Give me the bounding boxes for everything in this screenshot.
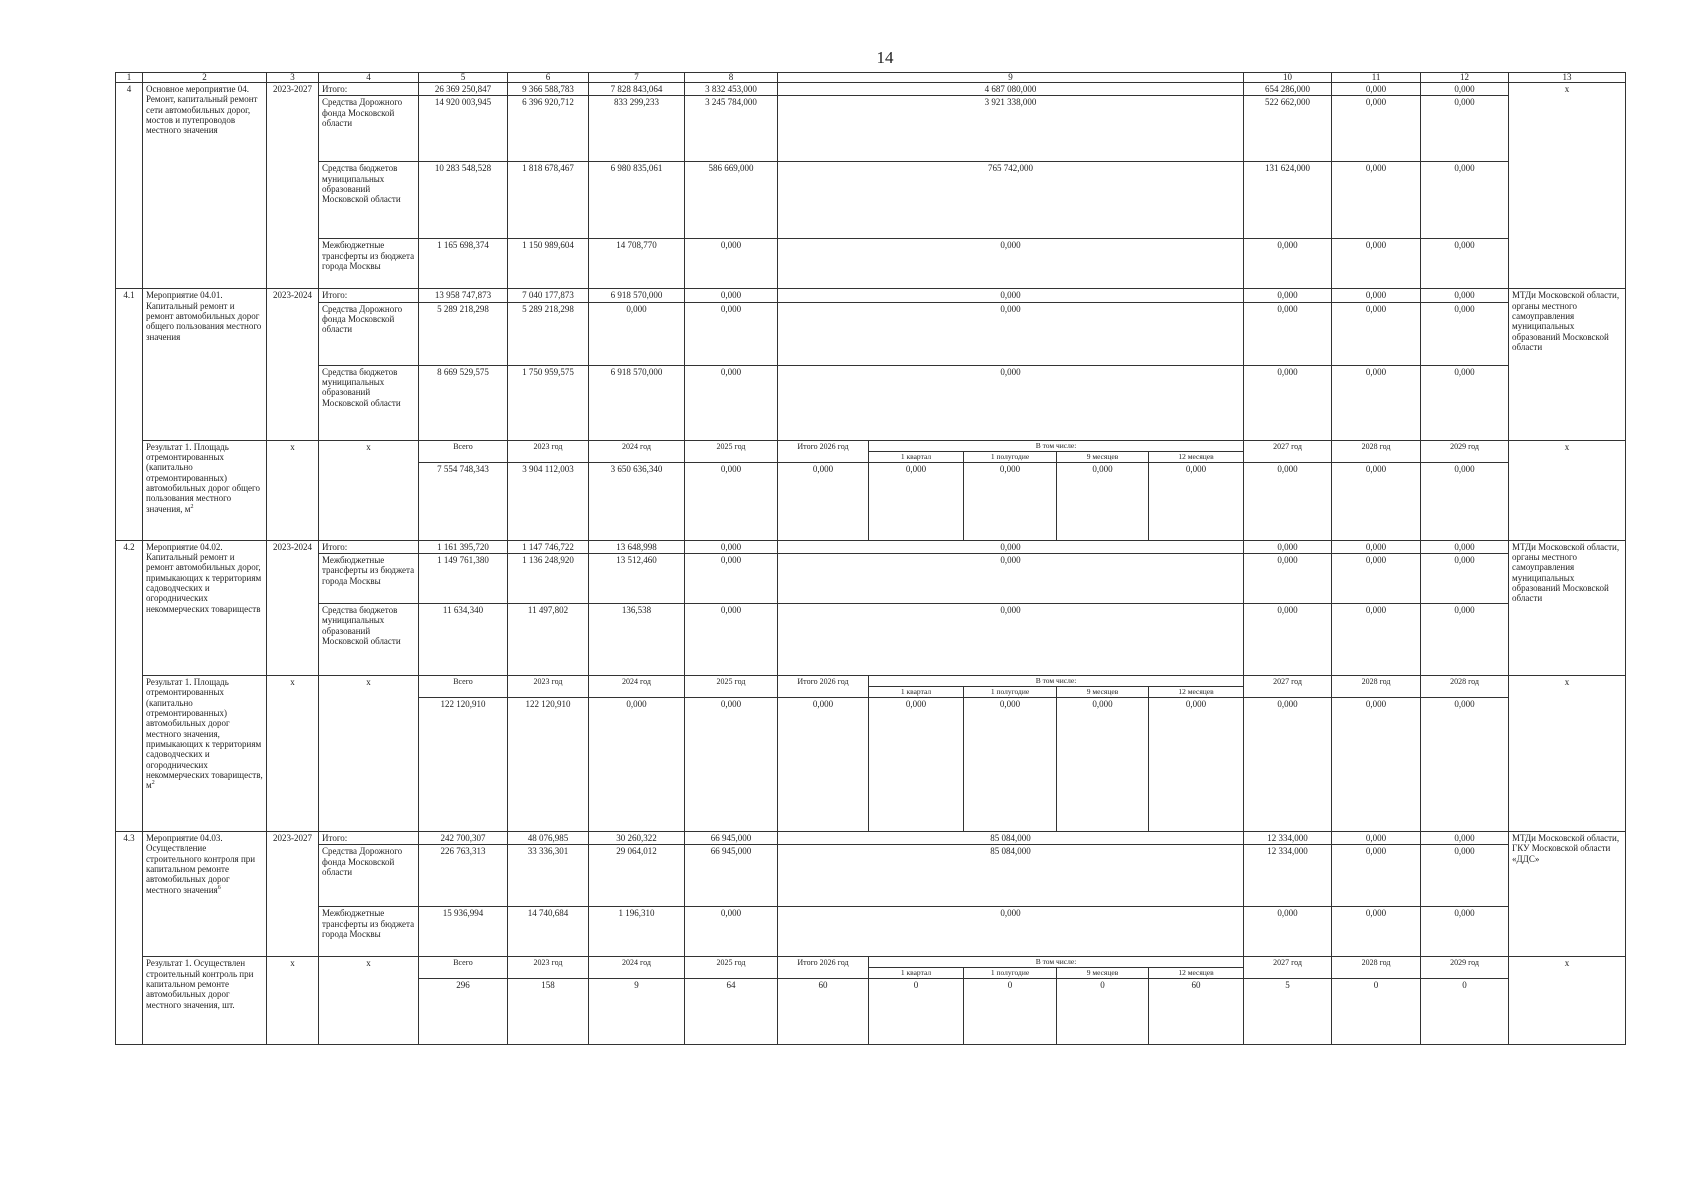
value-cell: 0,000 bbox=[1244, 554, 1332, 604]
header-cell: Всего bbox=[419, 676, 508, 698]
value-cell: 0,000 bbox=[778, 907, 1244, 957]
column-number: 10 bbox=[1244, 73, 1332, 83]
value-cell: 0,000 bbox=[589, 698, 685, 832]
value-cell: 85 084,000 bbox=[778, 832, 1244, 845]
value-cell: 765 742,000 bbox=[778, 162, 1244, 239]
header-cell: 12 месяцев bbox=[1149, 968, 1244, 979]
value-cell: 0,000 bbox=[778, 698, 869, 832]
header-cell: 12 месяцев bbox=[1149, 687, 1244, 698]
value-cell: 5 bbox=[1244, 979, 1332, 1045]
item-period: 2023-2027 bbox=[267, 83, 319, 289]
value-cell: 30 260,322 bbox=[589, 832, 685, 845]
value-cell: 9 366 588,783 bbox=[508, 83, 589, 96]
value-cell: 1 150 989,604 bbox=[508, 239, 589, 289]
executor: МТДи Московской области, органы местного самоуправления муниципальных образований Московской области bbox=[1509, 540, 1626, 675]
value-cell: 64 bbox=[685, 979, 778, 1045]
value-cell: 586 669,000 bbox=[685, 162, 778, 239]
value-cell: 15 936,994 bbox=[419, 907, 508, 957]
value-cell: 0 bbox=[964, 979, 1057, 1045]
value-cell: 0,000 bbox=[778, 289, 1244, 302]
value-cell: 0,000 bbox=[1244, 365, 1332, 440]
value-cell: 0,000 bbox=[778, 554, 1244, 604]
executor: МТДи Московской области, органы местного самоуправления муниципальных образований Московской области bbox=[1509, 289, 1626, 440]
value-cell: 29 064,012 bbox=[589, 845, 685, 907]
item-number: 4 bbox=[116, 83, 143, 289]
item-number: 4.3 bbox=[116, 832, 143, 1045]
value-cell: 0,000 bbox=[1421, 462, 1509, 540]
value-cell: 0,000 bbox=[1421, 540, 1509, 553]
value-cell: 0,000 bbox=[1332, 832, 1421, 845]
value-cell: 0,000 bbox=[778, 604, 1244, 676]
value-cell: 0,000 bbox=[1057, 698, 1149, 832]
value-cell: 0,000 bbox=[1421, 83, 1509, 96]
value-cell: 7 040 177,873 bbox=[508, 289, 589, 302]
value-cell: 158 bbox=[508, 979, 589, 1045]
table-row bbox=[116, 832, 1626, 845]
table-row bbox=[116, 162, 1626, 239]
value-cell: 0 bbox=[869, 979, 964, 1045]
value-cell: 0,000 bbox=[685, 462, 778, 540]
header-cell: 1 полугодие bbox=[964, 687, 1057, 698]
header-cell: 2025 год bbox=[685, 676, 778, 698]
column-number: 9 bbox=[778, 73, 1244, 83]
value-cell: 0,000 bbox=[1332, 83, 1421, 96]
value-cell: 66 945,000 bbox=[685, 845, 778, 907]
value-cell: 1 136 248,920 bbox=[508, 554, 589, 604]
value-cell: 0,000 bbox=[1421, 845, 1509, 907]
executor: МТДи Московской области, ГКУ Московской области «ДДС» bbox=[1509, 832, 1626, 957]
executor: х bbox=[1509, 957, 1626, 1045]
table-row bbox=[116, 83, 1626, 96]
value-cell: 0,000 bbox=[1057, 462, 1149, 540]
item-name: Мероприятие 04.02. Капитальный ремонт и ремонт автомобильных дорог, примыкающих к территориям садоводческих и огороднических некоммерческих товариществ bbox=[143, 540, 267, 675]
value-cell: 122 120,910 bbox=[419, 698, 508, 832]
source-label: Межбюджетные трансферты из бюджета города Москвы bbox=[319, 554, 419, 604]
value-cell: 0,000 bbox=[1421, 239, 1509, 289]
table-row bbox=[116, 289, 1626, 302]
value-cell: 0,000 bbox=[1244, 462, 1332, 540]
result-source: х bbox=[319, 957, 419, 1045]
header-cell: 2025 год bbox=[685, 440, 778, 462]
header-cell: 9 месяцев bbox=[1057, 968, 1149, 979]
header-cell: 2029 год bbox=[1421, 440, 1509, 462]
value-cell: 0,000 bbox=[869, 698, 964, 832]
value-cell: 0,000 bbox=[778, 365, 1244, 440]
value-cell: 0,000 bbox=[964, 698, 1057, 832]
column-number: 11 bbox=[1332, 73, 1421, 83]
value-cell: 0,000 bbox=[1421, 96, 1509, 162]
table-row bbox=[116, 440, 1626, 451]
value-cell: 7 828 843,064 bbox=[589, 83, 685, 96]
value-cell: 654 286,000 bbox=[1244, 83, 1332, 96]
value-cell: 0,000 bbox=[1244, 239, 1332, 289]
value-cell: 0,000 bbox=[685, 289, 778, 302]
header-cell: 2028 год bbox=[1421, 676, 1509, 698]
value-cell: 9 bbox=[589, 979, 685, 1045]
value-cell: 0,000 bbox=[1421, 832, 1509, 845]
program-table bbox=[115, 72, 1626, 1045]
value-cell: 0,000 bbox=[1332, 907, 1421, 957]
value-cell: 122 120,910 bbox=[508, 698, 589, 832]
item-period: 2023-2024 bbox=[267, 540, 319, 675]
column-number: 3 bbox=[267, 73, 319, 83]
header-cell: 2024 год bbox=[589, 676, 685, 698]
value-cell: 0,000 bbox=[1421, 698, 1509, 832]
source-label: Межбюджетные трансферты из бюджета города Москвы bbox=[319, 239, 419, 289]
value-cell: 14 920 003,945 bbox=[419, 96, 508, 162]
header-cell: В том числе: bbox=[869, 957, 1244, 968]
header-cell: 1 квартал bbox=[869, 968, 964, 979]
header-cell: 2023 год bbox=[508, 440, 589, 462]
header-cell: 2028 год bbox=[1332, 440, 1421, 462]
executor: х bbox=[1509, 440, 1626, 540]
value-cell: 1 165 698,374 bbox=[419, 239, 508, 289]
value-cell: 11 634,340 bbox=[419, 604, 508, 676]
value-cell: 0,000 bbox=[1244, 907, 1332, 957]
executor: х bbox=[1509, 676, 1626, 832]
result-name: Результат 1. Осуществлен строительный контроль при капитальном ремонте автомобильных дорог местного значения, шт. bbox=[143, 957, 267, 1045]
value-cell: 1 196,310 bbox=[589, 907, 685, 957]
header-cell: 2023 год bbox=[508, 676, 589, 698]
value-cell: 0,000 bbox=[1244, 604, 1332, 676]
value-cell: 14 740,684 bbox=[508, 907, 589, 957]
value-cell: 11 497,802 bbox=[508, 604, 589, 676]
header-cell: 2029 год bbox=[1421, 957, 1509, 979]
item-name: Основное мероприятие 04. Ремонт, капитальный ремонт сети автомобильных дорог, мостов и путепроводов местного значения bbox=[143, 83, 267, 289]
value-cell: 4 687 080,000 bbox=[778, 83, 1244, 96]
header-cell: 1 квартал bbox=[869, 451, 964, 462]
header-cell: 2028 год bbox=[1332, 676, 1421, 698]
value-cell: 1 149 761,380 bbox=[419, 554, 508, 604]
header-cell: В том числе: bbox=[869, 676, 1244, 687]
value-cell: 1 161 395,720 bbox=[419, 540, 508, 553]
value-cell: 6 396 920,712 bbox=[508, 96, 589, 162]
table-row bbox=[116, 365, 1626, 440]
header-cell: Итого 2026 год bbox=[778, 957, 869, 979]
value-cell: 0,000 bbox=[778, 540, 1244, 553]
value-cell: 0,000 bbox=[1332, 239, 1421, 289]
table-row bbox=[116, 676, 1626, 687]
column-number: 7 bbox=[589, 73, 685, 83]
value-cell: 0,000 bbox=[1421, 289, 1509, 302]
value-cell: 0,000 bbox=[1421, 302, 1509, 365]
result-source: х bbox=[319, 440, 419, 540]
value-cell: 6 980 835,061 bbox=[589, 162, 685, 239]
item-number: 4.1 bbox=[116, 289, 143, 540]
item-period: 2023-2027 bbox=[267, 832, 319, 957]
column-number: 12 bbox=[1421, 73, 1509, 83]
column-number-row bbox=[116, 73, 1626, 83]
header-cell: 2024 год bbox=[589, 440, 685, 462]
item-number: 4.2 bbox=[116, 540, 143, 831]
value-cell: 0,000 bbox=[1332, 845, 1421, 907]
header-cell: Всего bbox=[419, 957, 508, 979]
value-cell: 0,000 bbox=[685, 907, 778, 957]
header-cell: В том числе: bbox=[869, 440, 1244, 451]
value-cell: 60 bbox=[778, 979, 869, 1045]
table-row bbox=[116, 554, 1626, 604]
source-label: Средства Дорожного фонда Московской области bbox=[319, 302, 419, 365]
table-row bbox=[116, 239, 1626, 289]
table-row bbox=[116, 604, 1626, 676]
value-cell: 0,000 bbox=[1149, 462, 1244, 540]
table-row bbox=[116, 96, 1626, 162]
value-cell: 0,000 bbox=[1421, 907, 1509, 957]
result-period: х bbox=[267, 676, 319, 832]
value-cell: 226 763,313 bbox=[419, 845, 508, 907]
value-cell: 0,000 bbox=[685, 302, 778, 365]
value-cell: 12 334,000 bbox=[1244, 832, 1332, 845]
value-cell: 1 147 746,722 bbox=[508, 540, 589, 553]
value-cell: 0,000 bbox=[1421, 554, 1509, 604]
source-label: Итого: bbox=[319, 540, 419, 553]
item-period: 2023-2024 bbox=[267, 289, 319, 440]
value-cell: 1 750 959,575 bbox=[508, 365, 589, 440]
value-cell: 0,000 bbox=[1332, 554, 1421, 604]
column-number: 5 bbox=[419, 73, 508, 83]
value-cell: 5 289 218,298 bbox=[419, 302, 508, 365]
header-cell: 2024 год bbox=[589, 957, 685, 979]
value-cell: 0,000 bbox=[1244, 289, 1332, 302]
value-cell: 3 650 636,340 bbox=[589, 462, 685, 540]
column-number: 6 bbox=[508, 73, 589, 83]
value-cell: 13 648,998 bbox=[589, 540, 685, 553]
value-cell: 0,000 bbox=[1332, 540, 1421, 553]
header-cell: 9 месяцев bbox=[1057, 687, 1149, 698]
value-cell: 13 958 747,873 bbox=[419, 289, 508, 302]
source-label: Средства бюджетов муниципальных образований Московской области bbox=[319, 604, 419, 676]
source-label: Межбюджетные трансферты из бюджета города Москвы bbox=[319, 907, 419, 957]
header-cell: 2027 год bbox=[1244, 440, 1332, 462]
value-cell: 60 bbox=[1149, 979, 1244, 1045]
value-cell: 0,000 bbox=[778, 302, 1244, 365]
column-number: 1 bbox=[116, 73, 143, 83]
header-cell: 2027 год bbox=[1244, 957, 1332, 979]
value-cell: 3 921 338,000 bbox=[778, 96, 1244, 162]
column-number: 13 bbox=[1509, 73, 1626, 83]
value-cell: 6 918 570,000 bbox=[589, 289, 685, 302]
table-row bbox=[116, 957, 1626, 968]
value-cell: 0,000 bbox=[685, 604, 778, 676]
value-cell: 33 336,301 bbox=[508, 845, 589, 907]
table-row bbox=[116, 907, 1626, 957]
value-cell: 0,000 bbox=[1421, 162, 1509, 239]
value-cell: 0,000 bbox=[1244, 302, 1332, 365]
value-cell: 66 945,000 bbox=[685, 832, 778, 845]
value-cell: 131 624,000 bbox=[1244, 162, 1332, 239]
column-number: 2 bbox=[143, 73, 267, 83]
value-cell: 0,000 bbox=[1244, 698, 1332, 832]
source-label: Итого: bbox=[319, 83, 419, 96]
value-cell: 0,000 bbox=[964, 462, 1057, 540]
value-cell: 3 832 453,000 bbox=[685, 83, 778, 96]
result-source: х bbox=[319, 676, 419, 832]
header-cell: 2023 год bbox=[508, 957, 589, 979]
value-cell: 0,000 bbox=[1332, 302, 1421, 365]
value-cell: 833 299,233 bbox=[589, 96, 685, 162]
header-cell: 1 квартал bbox=[869, 687, 964, 698]
value-cell: 13 512,460 bbox=[589, 554, 685, 604]
value-cell: 8 669 529,575 bbox=[419, 365, 508, 440]
value-cell: 0 bbox=[1332, 979, 1421, 1045]
executor: х bbox=[1509, 83, 1626, 289]
value-cell: 5 289 218,298 bbox=[508, 302, 589, 365]
header-cell: Итого 2026 год bbox=[778, 440, 869, 462]
value-cell: 0,000 bbox=[1149, 698, 1244, 832]
result-period: х bbox=[267, 957, 319, 1045]
value-cell: 0,000 bbox=[1332, 96, 1421, 162]
value-cell: 296 bbox=[419, 979, 508, 1045]
source-label: Итого: bbox=[319, 832, 419, 845]
header-cell: 2027 год bbox=[1244, 676, 1332, 698]
value-cell: 85 084,000 bbox=[778, 845, 1244, 907]
item-name: Мероприятие 04.01. Капитальный ремонт и ремонт автомобильных дорог общего пользования местного значения bbox=[143, 289, 267, 440]
value-cell: 3 904 112,003 bbox=[508, 462, 589, 540]
result-name: Результат 1. Площадь отремонтированных (капитально отремонтированных) автомобильных дорог местного значения, примыкающих к территориям садоводческих и огороднических некоммерческих товариществ, $м^2$ bbox=[143, 676, 267, 832]
source-label: Средства Дорожного фонда Московской области bbox=[319, 96, 419, 162]
value-cell: 0,000 bbox=[1332, 289, 1421, 302]
header-cell: 2028 год bbox=[1332, 957, 1421, 979]
value-cell: 0,000 bbox=[778, 239, 1244, 289]
value-cell: 0,000 bbox=[1332, 365, 1421, 440]
value-cell: 242 700,307 bbox=[419, 832, 508, 845]
value-cell: 0,000 bbox=[1332, 462, 1421, 540]
header-cell: Итого 2026 год bbox=[778, 676, 869, 698]
column-number: 8 bbox=[685, 73, 778, 83]
value-cell: 0,000 bbox=[1332, 698, 1421, 832]
value-cell: 48 076,985 bbox=[508, 832, 589, 845]
header-cell: 1 полугодие bbox=[964, 451, 1057, 462]
value-cell: 0 bbox=[1057, 979, 1149, 1045]
value-cell: 6 918 570,000 bbox=[589, 365, 685, 440]
item-name: Мероприятие 04.03. Осуществление строительного контроля при капитальном ремонте автомобильных дорог местного значения$^6$ bbox=[143, 832, 267, 957]
source-label: Средства бюджетов муниципальных образований Московской области bbox=[319, 365, 419, 440]
value-cell: 1 818 678,467 bbox=[508, 162, 589, 239]
header-cell: 12 месяцев bbox=[1149, 451, 1244, 462]
value-cell: 14 708,770 bbox=[589, 239, 685, 289]
value-cell: 12 334,000 bbox=[1244, 845, 1332, 907]
header-cell: Всего bbox=[419, 440, 508, 462]
value-cell: 0,000 bbox=[685, 540, 778, 553]
header-cell: 2025 год bbox=[685, 957, 778, 979]
table-row bbox=[116, 540, 1626, 553]
value-cell: 0,000 bbox=[685, 239, 778, 289]
table-row bbox=[116, 845, 1626, 907]
value-cell: 0,000 bbox=[869, 462, 964, 540]
result-period: х bbox=[267, 440, 319, 540]
value-cell: 7 554 748,343 bbox=[419, 462, 508, 540]
value-cell: 0,000 bbox=[1421, 365, 1509, 440]
value-cell: 0,000 bbox=[1332, 162, 1421, 239]
value-cell: 522 662,000 bbox=[1244, 96, 1332, 162]
table-row bbox=[116, 302, 1626, 365]
value-cell: 0,000 bbox=[778, 462, 869, 540]
value-cell: 0,000 bbox=[1332, 604, 1421, 676]
source-label: Средства бюджетов муниципальных образований Московской области bbox=[319, 162, 419, 239]
value-cell: 0 bbox=[1421, 979, 1509, 1045]
value-cell: 3 245 784,000 bbox=[685, 96, 778, 162]
value-cell: 0,000 bbox=[589, 302, 685, 365]
source-label: Итого: bbox=[319, 289, 419, 302]
column-number: 4 bbox=[319, 73, 419, 83]
value-cell: 0,000 bbox=[1244, 540, 1332, 553]
page-number: 14 bbox=[876, 48, 894, 67]
source-label: Средства Дорожного фонда Московской области bbox=[319, 845, 419, 907]
header-cell: 1 полугодие bbox=[964, 968, 1057, 979]
value-cell: 0,000 bbox=[685, 554, 778, 604]
header-cell: 9 месяцев bbox=[1057, 451, 1149, 462]
value-cell: 26 369 250,847 bbox=[419, 83, 508, 96]
value-cell: 136,538 bbox=[589, 604, 685, 676]
value-cell: 0,000 bbox=[1421, 604, 1509, 676]
value-cell: 10 283 548,528 bbox=[419, 162, 508, 239]
value-cell: 0,000 bbox=[685, 698, 778, 832]
result-name: Результат 1. Площадь отремонтированных (капитально отремонтированных) автомобильных дорог общего пользования местного значения, $м^2$ bbox=[143, 440, 267, 540]
value-cell: 0,000 bbox=[685, 365, 778, 440]
